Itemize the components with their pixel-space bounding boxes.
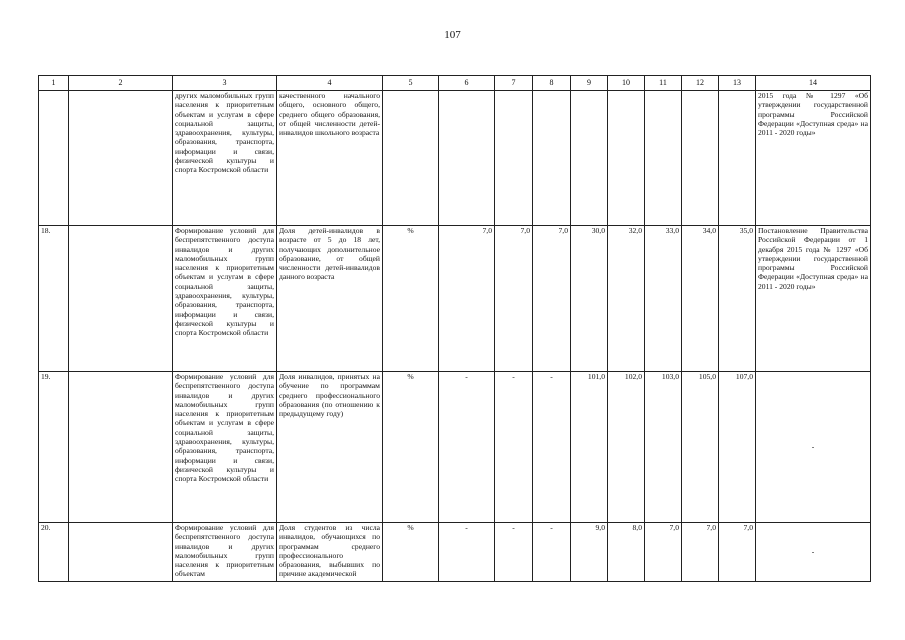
row-value: - xyxy=(439,372,495,523)
row-value: 33,0 xyxy=(645,226,682,372)
table-row xyxy=(39,226,871,372)
row-number: 19. xyxy=(39,372,69,523)
row-unit: % xyxy=(383,226,439,372)
row-indicator: Доля студентов из числа инвалидов, обучающихся по программам среднего профессионального образования, выбывших по причине академической xyxy=(277,523,383,582)
table-row xyxy=(39,372,871,523)
row-value: 105,0 xyxy=(682,372,719,523)
row-value xyxy=(439,91,495,226)
row-value xyxy=(533,91,571,226)
row-col2 xyxy=(69,91,173,226)
row-number: 20. xyxy=(39,523,69,582)
row-value xyxy=(645,91,682,226)
row-value: 7,0 xyxy=(439,226,495,372)
page-number: 107 xyxy=(444,29,461,41)
header-cell: 1 xyxy=(39,76,69,91)
row-legal-basis: 2015 года № 1297 «Об утверждении государственной программы Российской Федерации «Доступная среда» на 2011 - 2020 годы» xyxy=(756,91,871,226)
header-cell: 9 xyxy=(571,76,608,91)
header-cell: 10 xyxy=(608,76,645,91)
row-value: - xyxy=(533,372,571,523)
row-value: - xyxy=(533,523,571,582)
row-value: 35,0 xyxy=(719,226,756,372)
header-cell: 14 xyxy=(756,76,871,91)
row-col2 xyxy=(69,523,173,582)
row-activity: Формирование условий для беспрепятственного доступа инвалидов и других маломобильных групп населения к приоритетным объектам и услугам в сфере социальной защиты, здравоохранения, культуры, образования, транспорта, информации и связи, физической культуры и спорта Костромской области xyxy=(173,372,277,523)
row-value: 8,0 xyxy=(608,523,645,582)
row-legal-basis: Постановление Правительства Российской Федерации от 1 декабря 2015 года № 1297 «Об утверждении государственной программы Российской Федерации «Доступная среда» на 2011 - 2020 годы» xyxy=(756,226,871,372)
row-col2 xyxy=(69,372,173,523)
row-value: 30,0 xyxy=(571,226,608,372)
row-value: 102,0 xyxy=(608,372,645,523)
row-value xyxy=(608,91,645,226)
row-unit xyxy=(383,91,439,226)
row-value: 7,0 xyxy=(682,523,719,582)
header-cell: 7 xyxy=(495,76,533,91)
row-value: - xyxy=(495,372,533,523)
table-row xyxy=(39,523,871,582)
header-cell: 6 xyxy=(439,76,495,91)
header-cell: 3 xyxy=(173,76,277,91)
row-unit: % xyxy=(383,523,439,582)
row-indicator: Доля инвалидов, принятых на обучение по программам среднего профессионального образования (по отношению к предыдущему году) xyxy=(277,372,383,523)
row-col2 xyxy=(69,226,173,372)
row-legal-basis: - xyxy=(756,523,871,582)
row-activity: других маломобильных групп населения к приоритетным объектам и услугам в сфере социальной защиты, здравоохранения, культуры, образования, транспорта, информации и связи, физической культуры и спорта Костромской области xyxy=(173,91,277,226)
row-value: 7,0 xyxy=(719,523,756,582)
header-cell: 11 xyxy=(645,76,682,91)
row-activity: Формирование условий для беспрепятственного доступа инвалидов и других маломобильных групп населения к приоритетным объектам xyxy=(173,523,277,582)
header-row xyxy=(39,76,871,91)
header-cell: 2 xyxy=(69,76,173,91)
row-value: - xyxy=(495,523,533,582)
row-value: 103,0 xyxy=(645,372,682,523)
indicators-table xyxy=(38,75,871,582)
row-value xyxy=(719,91,756,226)
header-cell: 13 xyxy=(719,76,756,91)
row-number: 18. xyxy=(39,226,69,372)
row-value: 7,0 xyxy=(533,226,571,372)
row-value: 107,0 xyxy=(719,372,756,523)
header-cell: 8 xyxy=(533,76,571,91)
row-value xyxy=(571,91,608,226)
row-indicator: качественного начального общего, основного общего, среднего общего образования, от общей численности детей-инвалидов школьного возраста xyxy=(277,91,383,226)
row-value: - xyxy=(439,523,495,582)
row-value xyxy=(682,91,719,226)
table-row xyxy=(39,91,871,226)
row-value: 101,0 xyxy=(571,372,608,523)
row-value: 34,0 xyxy=(682,226,719,372)
row-value: 32,0 xyxy=(608,226,645,372)
header-cell: 5 xyxy=(383,76,439,91)
row-number xyxy=(39,91,69,226)
header-cell: 4 xyxy=(277,76,383,91)
row-activity: Формирование условий для беспрепятственного доступа инвалидов и других маломобильных групп населения к приоритетным объектам и услугам в сфере социальной защиты, здравоохранения, культуры, образования, транспорта, информации и связи, физической культуры и спорта Костромской области xyxy=(173,226,277,372)
row-value xyxy=(495,91,533,226)
row-unit: % xyxy=(383,372,439,523)
header-cell: 12 xyxy=(682,76,719,91)
row-indicator: Доля детей-инвалидов в возрасте от 5 до 18 лет, получающих дополнительное образование, от общей численности детей-инвалидов данного возраста xyxy=(277,226,383,372)
row-legal-basis: - xyxy=(756,372,871,523)
row-value: 7,0 xyxy=(645,523,682,582)
row-value: 9,0 xyxy=(571,523,608,582)
row-value: 7,0 xyxy=(495,226,533,372)
